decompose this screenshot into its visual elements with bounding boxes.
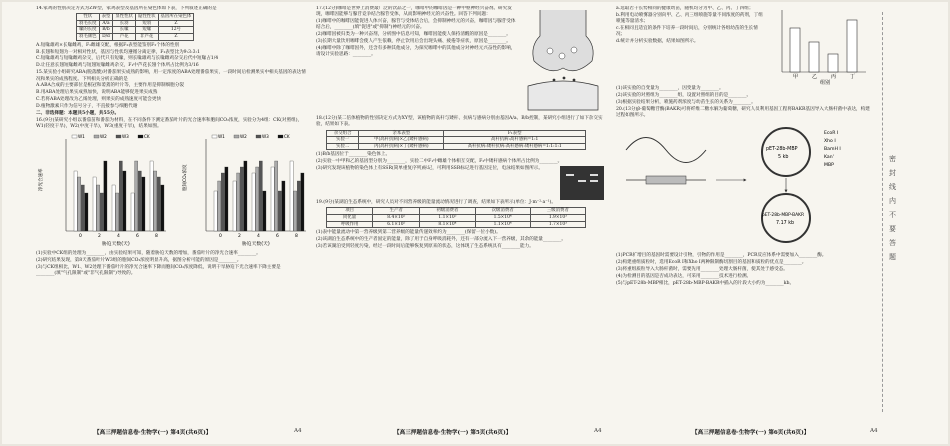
q20-stem: 20.(13分)β-葡萄糖苷酶(BAKR)可将纤维二糖水解为葡萄糖，研究人员利用基因工程将BAKR基因导入大肠杆菌中表达，构建过程如图所示。 bbox=[616, 106, 870, 118]
q15-option-b: B.用ABA处理后果实成熟加快，说明ABA能够促进果实成熟 bbox=[36, 90, 158, 96]
bar bbox=[93, 177, 96, 231]
q20-part-5: (5)与pET-28b-MBP相比，pET-28b-MBP-BAKR中插入的片段大小约为________kb。 bbox=[616, 280, 795, 286]
tick-label: 0 bbox=[219, 234, 222, 240]
tick-label: 4 bbox=[257, 234, 260, 240]
table-header: 杂交组合 bbox=[327, 130, 359, 137]
legend-label: W3 bbox=[122, 134, 129, 140]
q19c-part-a: a.选取若干长势相同的健康幼苗，随机均分为甲、乙、丙、丁四组； bbox=[616, 6, 754, 11]
plasmid-legend-item: BamH I bbox=[824, 146, 841, 152]
legend-swatch bbox=[72, 135, 77, 138]
q16-charts bbox=[36, 131, 308, 251]
table-cell: 实验一 bbox=[327, 137, 359, 144]
table-cell: 高秆抗病:高秆感病=1:1 bbox=[444, 137, 586, 144]
bar bbox=[225, 167, 228, 231]
table-cell: 长喙 bbox=[113, 27, 136, 34]
q19-part-3: (3)若该湖泊受到轻度污染，经过一段时间后能够恢复到原来的状态，这体现了生态系统具有________能力。 bbox=[316, 244, 534, 250]
q17-part-3: (3)长期大量饮用咖啡会使人产生依赖，停止饮用后会出现头痛、疲倦等症状，原因是________。 bbox=[316, 39, 511, 45]
synapse-diagram bbox=[520, 6, 606, 116]
bar bbox=[790, 28, 800, 72]
group-xlabel: 组别 bbox=[820, 80, 831, 86]
bar bbox=[81, 185, 84, 231]
legend-swatch bbox=[138, 135, 143, 138]
seal-line-text: 密封线内不要答题 bbox=[889, 155, 896, 261]
table-row bbox=[327, 221, 586, 228]
table-row bbox=[77, 27, 194, 34]
table-row bbox=[77, 20, 194, 27]
legend-swatch bbox=[234, 135, 239, 138]
table-header: 次级消费者 bbox=[475, 208, 530, 215]
q15-option-d: D.植物激素只作为信号分子，不直接参与细胞代谢 bbox=[36, 104, 138, 110]
bar bbox=[131, 193, 134, 231]
gel-image bbox=[560, 166, 604, 200]
table-row bbox=[327, 215, 586, 222]
table-cell: 12号 bbox=[158, 27, 194, 34]
plasmid-legend-item: Kan' bbox=[824, 154, 834, 160]
table-cell: 长羽 bbox=[113, 20, 136, 27]
table-cell: 8.1×10⁴ bbox=[420, 221, 475, 228]
bar bbox=[301, 173, 304, 231]
table-header: 性状 bbox=[77, 14, 100, 21]
q18-part-1: (1)B/b基因位于________染色体上。 bbox=[316, 152, 391, 158]
group-bar-chart bbox=[770, 6, 870, 86]
q17-part-4: (4)咖啡中除了咖啡因外，还含有多种其他成分，为探究咖啡中的其他成分对神经元兴奋性的影响，请设计实验思路：________。 bbox=[316, 46, 516, 58]
q16-part-2: (2)研究结果发现，第8天番茄叶片W3组的胞间CO₂浓度明显升高，据图分析可能的原因是________。 bbox=[36, 257, 242, 263]
table-cell: 1.5×10⁴ bbox=[475, 215, 530, 222]
tick-label: 甲 bbox=[793, 74, 799, 80]
bar bbox=[271, 167, 274, 231]
table-cell: 1.1×10⁴ bbox=[475, 221, 530, 228]
q19c-part-c: c.在相同且适宜的条件下培养一段时间后，分别统计各组幼苗的生长情况； bbox=[616, 26, 758, 38]
q19-stem: 19.(9分)某湖泊生态系统中，研究人员对不同营养级的能量流动情况进行了调查，结果如下表所示(单位：J·m⁻²·a⁻¹)。 bbox=[316, 200, 556, 206]
table-header: 项目 bbox=[327, 208, 373, 215]
table-cell: 丙(高秆抗病)×丁(矮秆感病) bbox=[359, 143, 444, 150]
bar bbox=[263, 191, 266, 231]
bar bbox=[221, 173, 224, 231]
bar bbox=[116, 193, 119, 231]
footer-page-4: 【高三押题信息卷·生物学(一) 第4页(共6页)】 bbox=[94, 430, 212, 436]
table-cell: A/a bbox=[99, 20, 113, 27]
bar bbox=[809, 42, 819, 72]
table-cell: 高秆抗病:矮秆抗病:高秆感病:矮秆感病=1:1:1:1 bbox=[444, 143, 586, 150]
bar bbox=[135, 161, 138, 231]
table-cell: 芦花 bbox=[113, 34, 136, 41]
table-cell: 6.1×10⁵ bbox=[373, 221, 420, 228]
table-cell: 羽毛长度 bbox=[77, 20, 100, 27]
ylabel-left: 净光合速率 bbox=[39, 168, 44, 192]
q14-table bbox=[76, 13, 194, 40]
bar bbox=[297, 181, 300, 231]
legend-swatch bbox=[256, 135, 261, 138]
bar bbox=[282, 181, 285, 231]
tick-label: 8 bbox=[295, 234, 298, 240]
q20-part-2: (2)构建重组质粒时，选用EcoR I和Xho I两种限制酶切割目的基因和质粒的优点是________。 bbox=[616, 260, 807, 266]
table-cell: B/b bbox=[99, 27, 113, 34]
plasmid2-name: pET-28b-MBP-BAKR bbox=[762, 212, 805, 218]
bar bbox=[259, 161, 262, 231]
table-cell: 1.7×10³ bbox=[530, 221, 585, 228]
bar bbox=[256, 167, 259, 231]
tick-label: 2 bbox=[238, 234, 241, 240]
xlabel-right: 胁迫天数(天) bbox=[242, 242, 270, 248]
bar bbox=[97, 185, 100, 231]
footer-page-6: 【高三押题信息卷·生物学(一) 第6页(共6页)】 bbox=[692, 430, 810, 436]
q18-table bbox=[326, 130, 586, 151]
bar bbox=[847, 20, 857, 72]
section-title: 二、非选择题：本题共5小题，共55分。 bbox=[36, 110, 120, 116]
q17-stem: 17.(12分)咖啡是世界上消费最广泛的饮品之一，咖啡中的咖啡因是一种中枢神经兴奋剂。研究发现，咖啡因能够与腺苷竞争结合腺苷受体，从而影响神经元的兴奋性。回答下列问题： bbox=[316, 6, 512, 18]
legend-swatch bbox=[94, 135, 99, 138]
bar bbox=[237, 173, 240, 231]
legend-swatch bbox=[278, 135, 283, 138]
table-header: 基因所在染色体 bbox=[158, 14, 194, 21]
q19-part-2: (2)该湖泊生态系统中的生产者固定的能量，除了用于自身呼吸消耗外，还有一部分流入下一营养级，其余的能量________。 bbox=[316, 237, 566, 243]
table-cell: 甲(高秆抗病)×乙(矮秆感病) bbox=[359, 137, 444, 144]
q20-part-3: (3)将重组质粒导入大肠杆菌时，需要先用________处理大肠杆菌，使其处于感受态。 bbox=[616, 266, 788, 272]
page-4-column bbox=[36, 6, 308, 426]
bar bbox=[78, 177, 81, 231]
page-5-column bbox=[316, 6, 608, 426]
tick-label: 4 bbox=[117, 234, 120, 240]
chart-right bbox=[181, 134, 306, 247]
table-header: 生产者 bbox=[373, 208, 420, 215]
table-header: 隐性性状 bbox=[135, 14, 158, 21]
q14-option-c: C.短喙雄鸡与短喙雌鸡杂交，后代只有短喙，则长喙雄鸡与长喙雌鸡杂交后代中短喙占1/4 bbox=[36, 56, 219, 62]
bar bbox=[104, 161, 107, 231]
xlabel-left: 胁迫天数(天) bbox=[102, 242, 130, 248]
table-cell: Z bbox=[158, 34, 194, 41]
bar bbox=[150, 161, 153, 231]
table-cell: 8.4×10⁵ bbox=[373, 215, 420, 222]
bar bbox=[123, 171, 126, 231]
bar bbox=[119, 161, 122, 231]
bar bbox=[100, 193, 103, 231]
bar bbox=[828, 54, 838, 72]
plasmid-legend-item: Xho I bbox=[824, 138, 836, 144]
paper-size-label: A4 bbox=[870, 428, 878, 434]
table-header: 显性性状 bbox=[113, 14, 136, 21]
paper-size-label: A4 bbox=[294, 428, 302, 434]
table-header: F₁表型 bbox=[444, 130, 586, 137]
plasmid-legend-item: EcoR I bbox=[824, 130, 839, 136]
q19c-more-1: (2)该实验的对照组为________组，设置对照组的目的是________。 bbox=[616, 92, 752, 98]
q20-part-1: (1)PCR扩增目的基因时需要设计引物，引物的作用是________，PCR反应体系中需要加入________酶。 bbox=[616, 253, 827, 259]
tick-label: 6 bbox=[136, 234, 139, 240]
plasmid2-size: 7.17 kb bbox=[776, 220, 795, 226]
bar bbox=[112, 185, 115, 231]
q15-stem: 15.某实验小组研究ABA(脱落酸)对番茄果实成熟的影响，用一定浓度的ABA处理番茄果实，一段时间后检测果实中相关基因的表达情况和果实的成熟程度。下列相关分析正确的是 bbox=[36, 70, 306, 82]
plasmid-legend-item: MBP bbox=[824, 162, 834, 168]
chart-left bbox=[37, 134, 166, 247]
bar bbox=[278, 191, 281, 231]
table-cell: 同化量 bbox=[327, 215, 373, 222]
q17-part-1: (1)咖啡中的咖啡因能促进人体兴奋，腺苷与受体结合后，会抑制神经元的兴奋，咖啡因与腺苷受体结合后，________(填"促进"或"抑制")神经元的兴奋。 bbox=[316, 19, 516, 31]
legend-swatch bbox=[116, 135, 121, 138]
q14-option-b: B.长翅和短翅为一对相对性状，基因与性状均遵循分离定律，F₂表型比为9:3:3:1 bbox=[36, 49, 201, 55]
plasmid1-name: pET-28b-MBP bbox=[766, 146, 798, 152]
tick-label: 乙 bbox=[812, 74, 818, 80]
paper-size-label: A4 bbox=[594, 428, 602, 434]
table-header: 亲本表型 bbox=[359, 130, 444, 137]
q18-part-3: (3)研究发现该植物的染色体上有SSR(简单重复序列)标记，可利用SSR标记进行基因定位，电泳结果如图所示。 bbox=[316, 166, 543, 172]
q14-option-a: A.短喙雄鸡×长喙雌鸡，F₁雌雄交配，根据F₂表型能鉴别F₂个体的性别 bbox=[36, 42, 180, 48]
bar bbox=[233, 181, 236, 231]
q17-part-2: (2)咖啡因被归类为一种兴奋剂，分析图中信息可知，咖啡因能使人保持清醒的原因是________。 bbox=[316, 32, 511, 38]
q14-option-d: D.让任意长翅短喙雌鸡与短翅短喙雌鸡杂交，F₁中芦花长翅个体所占比例为3/16 bbox=[36, 63, 199, 69]
bar bbox=[138, 171, 141, 231]
bar bbox=[244, 161, 247, 231]
bar bbox=[252, 173, 255, 231]
tick-label: 0 bbox=[79, 234, 82, 240]
plasmid1-size: 5 kb bbox=[778, 154, 789, 160]
q19c-part-b: b.利用电动喷雾器分别向甲、乙、丙三组喷施等量不同浓度的药剂，丁组喷施等量清水； bbox=[616, 12, 763, 25]
bar bbox=[154, 171, 157, 231]
q16-stem: 16.(9分)某研究小组以番茄苗和番茄为材料，在不同条件下测定番茄叶片的光合速率和胞间CO₂浓度，实验分为4组：CK(对照组)，W1(轻度干旱)，W2(中度干旱)，W3(重度干旱)，结果如图。 bbox=[36, 117, 303, 130]
tick-label: 丁 bbox=[850, 74, 856, 80]
q18-part-2: (2)实验一中甲和乙的基因型分别为________，实验二中F₁中雌雄个体相互交配，F₂中矮秆感病个体所占比例为________。 bbox=[316, 159, 563, 165]
table-row bbox=[327, 137, 586, 144]
tick-label: 丙 bbox=[831, 74, 837, 80]
legend-label: W2 bbox=[240, 134, 247, 140]
bar bbox=[240, 167, 243, 231]
ylabel-right: 胞间CO₂浓度 bbox=[183, 164, 188, 192]
legend-label: W3 bbox=[262, 134, 269, 140]
q14-stem: 14.家鸡的性别决定方式为ZW型，家鸡表型及基因所在染色体如下表，下列叙述正确的是 bbox=[36, 6, 217, 11]
q16-part-1: (1)实验中CK组的处理为________，由实验结果可知，随着胁迫天数的增加，番茄叶片的净光合速率________。 bbox=[36, 251, 261, 257]
table-cell: 非芦花 bbox=[135, 34, 158, 41]
q16-part-3: (3)与CK组相比，W1、W2处理下番茄叶片的净光合速率下降而胞间CO₂浓度降低，说明干旱胁迫下光合速率下降主要是________(填"气孔限制"或"非气孔限制")导致的。 bbox=[36, 264, 281, 277]
table-cell: 短喙 bbox=[135, 27, 158, 34]
table-cell: 羽毛颜色 bbox=[77, 34, 100, 41]
legend-swatch bbox=[212, 135, 217, 138]
bar bbox=[142, 177, 145, 231]
table-cell: 1.9×10³ bbox=[530, 215, 585, 222]
q20-part-4: (4)为检测目的基因是否成功表达，可采用________技术进行检测。 bbox=[616, 273, 752, 279]
q15-option-a: A.ABA合成的主要部位是根冠和萎蔫的叶片等，主要作用是抑制细胞分裂 bbox=[36, 83, 185, 89]
bar bbox=[214, 191, 217, 231]
bar bbox=[275, 161, 278, 231]
q15-option-c: C.若将ABA处理改为乙烯处理，则果实的成熟速度可能会更快 bbox=[36, 97, 162, 103]
footer-page-5: 【高三押题信息卷·生物学(一) 第5页(共6页)】 bbox=[394, 430, 512, 436]
bar bbox=[218, 181, 221, 231]
legend-label: CK bbox=[284, 134, 290, 140]
bar bbox=[85, 193, 88, 231]
tick-label: 6 bbox=[276, 234, 279, 240]
q16-figures bbox=[36, 131, 308, 251]
bar bbox=[161, 185, 164, 231]
bar-chart-caption: (1)该实验的自变量为________，因变量为________。 bbox=[616, 86, 724, 91]
q19c-more-2: (3)根据实验结果分析，喷施药剂浓度与幼苗生长的关系为________。 bbox=[616, 99, 756, 105]
bar bbox=[74, 171, 77, 231]
legend-label: CK bbox=[144, 134, 150, 140]
table-cell: Z bbox=[158, 20, 194, 27]
q19-part-1: (1)表中能量流动中第一营养级到第二营养级的能量传递效率约为________(保留一位小数)。 bbox=[316, 230, 501, 236]
bar bbox=[157, 177, 160, 231]
legend-label: W1 bbox=[78, 134, 85, 140]
table-header: 初级消费者 bbox=[420, 208, 475, 215]
exam-sheet bbox=[2, 2, 948, 444]
plasmid-construction-diagram bbox=[616, 120, 874, 250]
table-cell: 呼吸作用 bbox=[327, 221, 373, 228]
table-header: 三级消费者 bbox=[530, 208, 585, 215]
q19-table bbox=[326, 207, 586, 228]
legend-label: W2 bbox=[100, 134, 107, 140]
table-header: 表型 bbox=[99, 14, 113, 21]
table-cell: 1.1×10⁵ bbox=[420, 215, 475, 222]
table-row bbox=[327, 143, 586, 150]
q18-stem: 18.(12分)某二倍体植物的性别决定方式为XY型，该植物的高秆与矮秆、抗病与感病分别由基因A/a、B/b控制，某研究小组进行了如下杂交实验，结果如下表。 bbox=[316, 116, 603, 128]
legend-label: W1 bbox=[218, 134, 225, 140]
table-cell: 喙的长度 bbox=[77, 27, 100, 34]
table-row bbox=[77, 34, 194, 41]
table-cell: 实验二 bbox=[327, 143, 359, 150]
table-cell: D/d bbox=[99, 34, 113, 41]
q19c-part-d: d.统计并分析实验数据，结果如图所示。 bbox=[616, 39, 699, 45]
bar bbox=[294, 191, 297, 231]
tick-label: 8 bbox=[155, 234, 158, 240]
table-cell: 短羽 bbox=[135, 20, 158, 27]
bar bbox=[290, 161, 293, 231]
page-6-column bbox=[616, 6, 874, 426]
tick-label: 2 bbox=[98, 234, 101, 240]
